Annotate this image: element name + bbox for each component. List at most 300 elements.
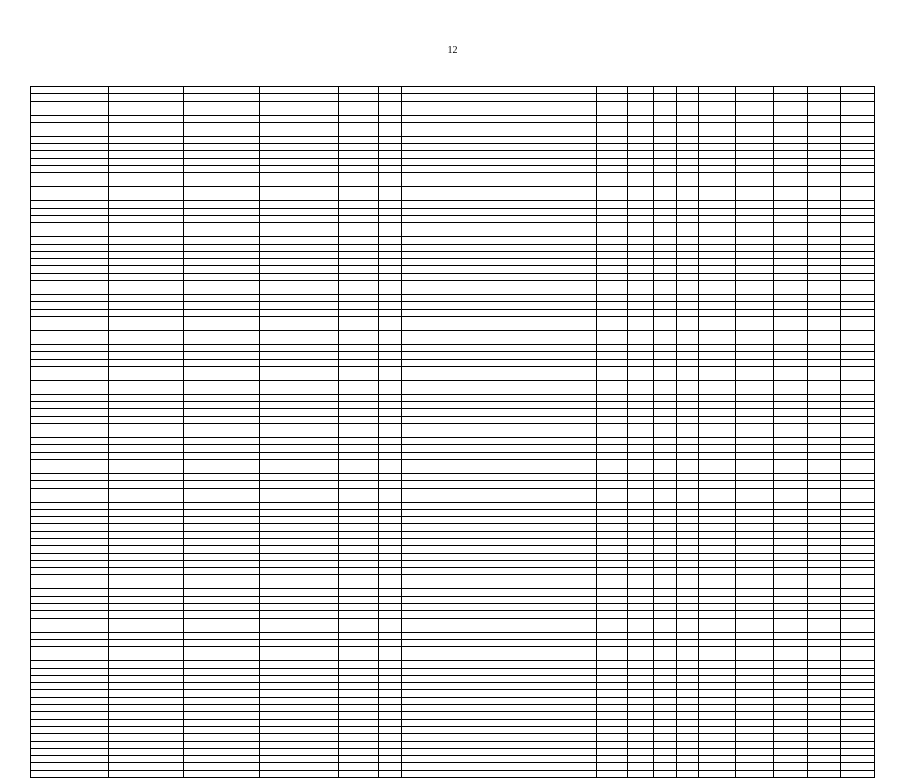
table-cell (736, 266, 774, 273)
table-row (31, 409, 875, 416)
table-cell (677, 748, 698, 755)
table-cell (183, 618, 259, 632)
table-cell (698, 122, 736, 136)
table-cell (628, 94, 653, 101)
table-cell (31, 416, 109, 423)
table-row (31, 330, 875, 344)
table-cell (736, 589, 774, 596)
table-row (31, 316, 875, 330)
table-cell (736, 215, 774, 222)
table-cell (736, 524, 774, 531)
table-cell (698, 316, 736, 330)
table-cell (402, 459, 597, 473)
table-cell (698, 568, 736, 575)
table-cell (31, 251, 109, 258)
table-cell (378, 763, 401, 770)
table-cell (628, 344, 653, 351)
table-row (31, 302, 875, 309)
table-cell (596, 424, 628, 438)
table-cell (807, 741, 841, 748)
table-cell (402, 352, 597, 359)
table-cell (807, 223, 841, 237)
table-cell (378, 309, 401, 316)
table-cell (677, 568, 698, 575)
table-cell (260, 187, 338, 201)
table-cell (773, 409, 807, 416)
table-cell (596, 208, 628, 215)
table-cell (807, 459, 841, 473)
table-cell (698, 215, 736, 222)
table-cell (841, 734, 875, 741)
table-cell (31, 352, 109, 359)
table-cell (628, 705, 653, 712)
table-cell (402, 316, 597, 330)
table-cell (841, 366, 875, 380)
table-cell (841, 223, 875, 237)
table-cell (698, 748, 736, 755)
table-cell (338, 273, 378, 280)
table-cell (260, 101, 338, 115)
table-row (31, 524, 875, 531)
table-cell (698, 259, 736, 266)
table-cell (31, 568, 109, 575)
table-cell (677, 166, 698, 173)
table-cell (260, 208, 338, 215)
table-cell (736, 639, 774, 646)
table-cell (596, 560, 628, 567)
table-cell (109, 683, 183, 690)
table-cell (338, 690, 378, 697)
table-cell (338, 589, 378, 596)
table-cell (338, 560, 378, 567)
table-cell (807, 166, 841, 173)
table-cell (807, 94, 841, 101)
table-cell (596, 295, 628, 302)
table-cell (378, 568, 401, 575)
table-cell (260, 316, 338, 330)
table-cell (402, 115, 597, 122)
table-row (31, 223, 875, 237)
table-cell (698, 359, 736, 366)
table-cell (677, 251, 698, 258)
table-cell (338, 517, 378, 524)
table-cell (677, 237, 698, 244)
table-cell (698, 668, 736, 675)
table-cell (596, 575, 628, 589)
table-cell (653, 187, 676, 201)
table-cell (773, 632, 807, 639)
table-cell (183, 266, 259, 273)
table-cell (378, 473, 401, 480)
table-cell (109, 136, 183, 143)
table-cell (773, 647, 807, 661)
table-cell (596, 604, 628, 611)
table-cell (338, 237, 378, 244)
table-cell (109, 438, 183, 445)
table-cell (378, 517, 401, 524)
table-cell (378, 380, 401, 394)
table-cell (628, 756, 653, 763)
table-cell (841, 575, 875, 589)
table-cell (841, 273, 875, 280)
table-cell (378, 705, 401, 712)
table-cell (841, 726, 875, 733)
table-cell (773, 459, 807, 473)
table-cell (653, 618, 676, 632)
table-cell (109, 596, 183, 603)
table-cell (653, 380, 676, 394)
table-cell (773, 756, 807, 763)
table-cell (653, 697, 676, 704)
table-cell (736, 416, 774, 423)
table-cell (378, 136, 401, 143)
table-cell (773, 215, 807, 222)
table-cell (260, 488, 338, 502)
table-cell (698, 302, 736, 309)
table-cell (677, 366, 698, 380)
table-cell (736, 259, 774, 266)
table-cell (402, 366, 597, 380)
table-cell (807, 380, 841, 394)
table-cell (260, 259, 338, 266)
table-cell (378, 531, 401, 538)
table-cell (402, 661, 597, 668)
table-cell (378, 697, 401, 704)
table-cell (677, 266, 698, 273)
table-cell (378, 748, 401, 755)
table-cell (378, 452, 401, 459)
table-cell (31, 473, 109, 480)
table-cell (183, 763, 259, 770)
table-cell (698, 553, 736, 560)
table-cell (596, 330, 628, 344)
table-cell (807, 509, 841, 516)
table-cell (378, 94, 401, 101)
table-cell (653, 763, 676, 770)
table-cell (260, 502, 338, 509)
table-cell (338, 259, 378, 266)
table-cell (109, 459, 183, 473)
table-cell (402, 87, 597, 94)
table-cell (841, 690, 875, 697)
table-cell (31, 575, 109, 589)
table-cell (31, 266, 109, 273)
table-cell (378, 488, 401, 502)
table-cell (628, 266, 653, 273)
table-cell (736, 611, 774, 618)
table-cell (807, 266, 841, 273)
table-cell (183, 201, 259, 208)
table-cell (402, 639, 597, 646)
table-cell (736, 748, 774, 755)
table-cell (338, 115, 378, 122)
table-cell (378, 302, 401, 309)
table-row (31, 295, 875, 302)
table-cell (628, 166, 653, 173)
table-row (31, 756, 875, 763)
register-table-body (31, 87, 875, 778)
table-cell (736, 756, 774, 763)
table-cell (736, 568, 774, 575)
table-cell (378, 201, 401, 208)
table-cell (628, 538, 653, 545)
table-cell (628, 380, 653, 394)
table-cell (338, 402, 378, 409)
table-cell (109, 94, 183, 101)
table-cell (402, 151, 597, 158)
table-cell (338, 266, 378, 273)
table-cell (698, 281, 736, 295)
table-cell (773, 712, 807, 719)
table-cell (653, 366, 676, 380)
table-row (31, 741, 875, 748)
table-cell (596, 136, 628, 143)
table-cell (773, 259, 807, 266)
table-cell (653, 502, 676, 509)
table-cell (736, 575, 774, 589)
table-cell (402, 517, 597, 524)
table-cell (31, 763, 109, 770)
table-cell (628, 661, 653, 668)
table-cell (183, 115, 259, 122)
table-cell (773, 295, 807, 302)
table-cell (183, 330, 259, 344)
table-cell (628, 208, 653, 215)
table-cell (596, 352, 628, 359)
table-cell (841, 459, 875, 473)
table-cell (698, 94, 736, 101)
table-cell (596, 438, 628, 445)
table-cell (653, 251, 676, 258)
table-row (31, 237, 875, 244)
table-cell (378, 101, 401, 115)
table-cell (338, 604, 378, 611)
table-cell (183, 596, 259, 603)
table-cell (338, 575, 378, 589)
table-row (31, 144, 875, 151)
table-cell (596, 259, 628, 266)
table-cell (402, 690, 597, 697)
table-cell (807, 309, 841, 316)
table-cell (402, 697, 597, 704)
table-cell (736, 481, 774, 488)
table-cell (807, 259, 841, 266)
table-cell (841, 237, 875, 244)
table-cell (807, 87, 841, 94)
table-cell (773, 344, 807, 351)
table-cell (31, 502, 109, 509)
table-cell (773, 683, 807, 690)
table-row (31, 309, 875, 316)
table-cell (773, 452, 807, 459)
table-cell (698, 770, 736, 777)
table-cell (807, 596, 841, 603)
table-cell (698, 201, 736, 208)
table-cell (698, 712, 736, 719)
table-cell (378, 756, 401, 763)
table-cell (183, 589, 259, 596)
table-cell (698, 589, 736, 596)
table-cell (31, 187, 109, 201)
table-row (31, 101, 875, 115)
table-cell (653, 344, 676, 351)
table-cell (402, 402, 597, 409)
table-cell (773, 115, 807, 122)
table-cell (183, 208, 259, 215)
table-cell (653, 575, 676, 589)
table-cell (773, 394, 807, 401)
table-cell (807, 661, 841, 668)
table-cell (338, 756, 378, 763)
table-cell (698, 402, 736, 409)
table-cell (628, 604, 653, 611)
table-cell (378, 266, 401, 273)
table-cell (841, 452, 875, 459)
table-cell (653, 770, 676, 777)
table-row (31, 690, 875, 697)
table-cell (378, 618, 401, 632)
table-cell (807, 763, 841, 770)
table-cell (109, 509, 183, 516)
table-cell (596, 173, 628, 187)
table-cell (698, 251, 736, 258)
table-cell (628, 259, 653, 266)
table-cell (698, 416, 736, 423)
table-cell (260, 344, 338, 351)
table-cell (736, 604, 774, 611)
table-cell (596, 459, 628, 473)
table-cell (698, 488, 736, 502)
table-row (31, 416, 875, 423)
table-cell (677, 273, 698, 280)
table-cell (628, 223, 653, 237)
table-cell (338, 611, 378, 618)
table-cell (653, 647, 676, 661)
table-cell (402, 424, 597, 438)
table-cell (31, 259, 109, 266)
table-cell (628, 394, 653, 401)
table-cell (260, 87, 338, 94)
table-cell (841, 359, 875, 366)
table-cell (698, 158, 736, 165)
table-cell (677, 208, 698, 215)
table-cell (183, 223, 259, 237)
table-row (31, 380, 875, 394)
table-cell (698, 452, 736, 459)
table-cell (628, 330, 653, 344)
table-cell (378, 158, 401, 165)
table-cell (596, 394, 628, 401)
table-cell (807, 366, 841, 380)
table-cell (736, 459, 774, 473)
table-cell (773, 166, 807, 173)
table-cell (677, 151, 698, 158)
table-cell (841, 502, 875, 509)
table-cell (736, 553, 774, 560)
table-cell (628, 136, 653, 143)
table-cell (31, 748, 109, 755)
table-cell (260, 509, 338, 516)
table-cell (736, 509, 774, 516)
table-cell (841, 488, 875, 502)
table-cell (596, 748, 628, 755)
table-cell (773, 281, 807, 295)
table-cell (183, 705, 259, 712)
table-cell (736, 173, 774, 187)
table-cell (677, 604, 698, 611)
table-cell (260, 309, 338, 316)
table-cell (677, 281, 698, 295)
table-row (31, 445, 875, 452)
table-cell (260, 158, 338, 165)
table-cell (773, 424, 807, 438)
table-cell (841, 309, 875, 316)
table-cell (736, 316, 774, 330)
table-cell (183, 101, 259, 115)
table-row (31, 553, 875, 560)
table-cell (773, 589, 807, 596)
table-cell (677, 122, 698, 136)
table-cell (260, 690, 338, 697)
table-cell (183, 726, 259, 733)
table-cell (378, 223, 401, 237)
table-cell (841, 136, 875, 143)
table-cell (653, 115, 676, 122)
table-cell (596, 416, 628, 423)
table-cell (183, 173, 259, 187)
table-cell (841, 553, 875, 560)
table-cell (841, 330, 875, 344)
table-cell (841, 151, 875, 158)
table-cell (736, 380, 774, 394)
table-cell (378, 424, 401, 438)
table-cell (338, 366, 378, 380)
table-row (31, 459, 875, 473)
table-cell (773, 697, 807, 704)
table-cell (773, 380, 807, 394)
table-cell (653, 151, 676, 158)
table-cell (698, 531, 736, 538)
table-cell (841, 675, 875, 682)
table-row (31, 661, 875, 668)
table-cell (841, 481, 875, 488)
table-cell (677, 683, 698, 690)
table-cell (653, 668, 676, 675)
table-cell (736, 675, 774, 682)
table-cell (260, 409, 338, 416)
table-cell (31, 273, 109, 280)
table-cell (736, 697, 774, 704)
table-cell (736, 87, 774, 94)
table-cell (183, 647, 259, 661)
table-cell (183, 517, 259, 524)
table-cell (260, 394, 338, 401)
table-cell (31, 741, 109, 748)
table-cell (841, 445, 875, 452)
table-cell (773, 223, 807, 237)
table-cell (653, 734, 676, 741)
table-cell (628, 445, 653, 452)
table-cell (653, 352, 676, 359)
table-cell (698, 632, 736, 639)
table-cell (402, 568, 597, 575)
table-cell (31, 668, 109, 675)
table-cell (773, 705, 807, 712)
table-cell (698, 647, 736, 661)
table-cell (260, 538, 338, 545)
table-cell (841, 302, 875, 309)
table-cell (807, 589, 841, 596)
